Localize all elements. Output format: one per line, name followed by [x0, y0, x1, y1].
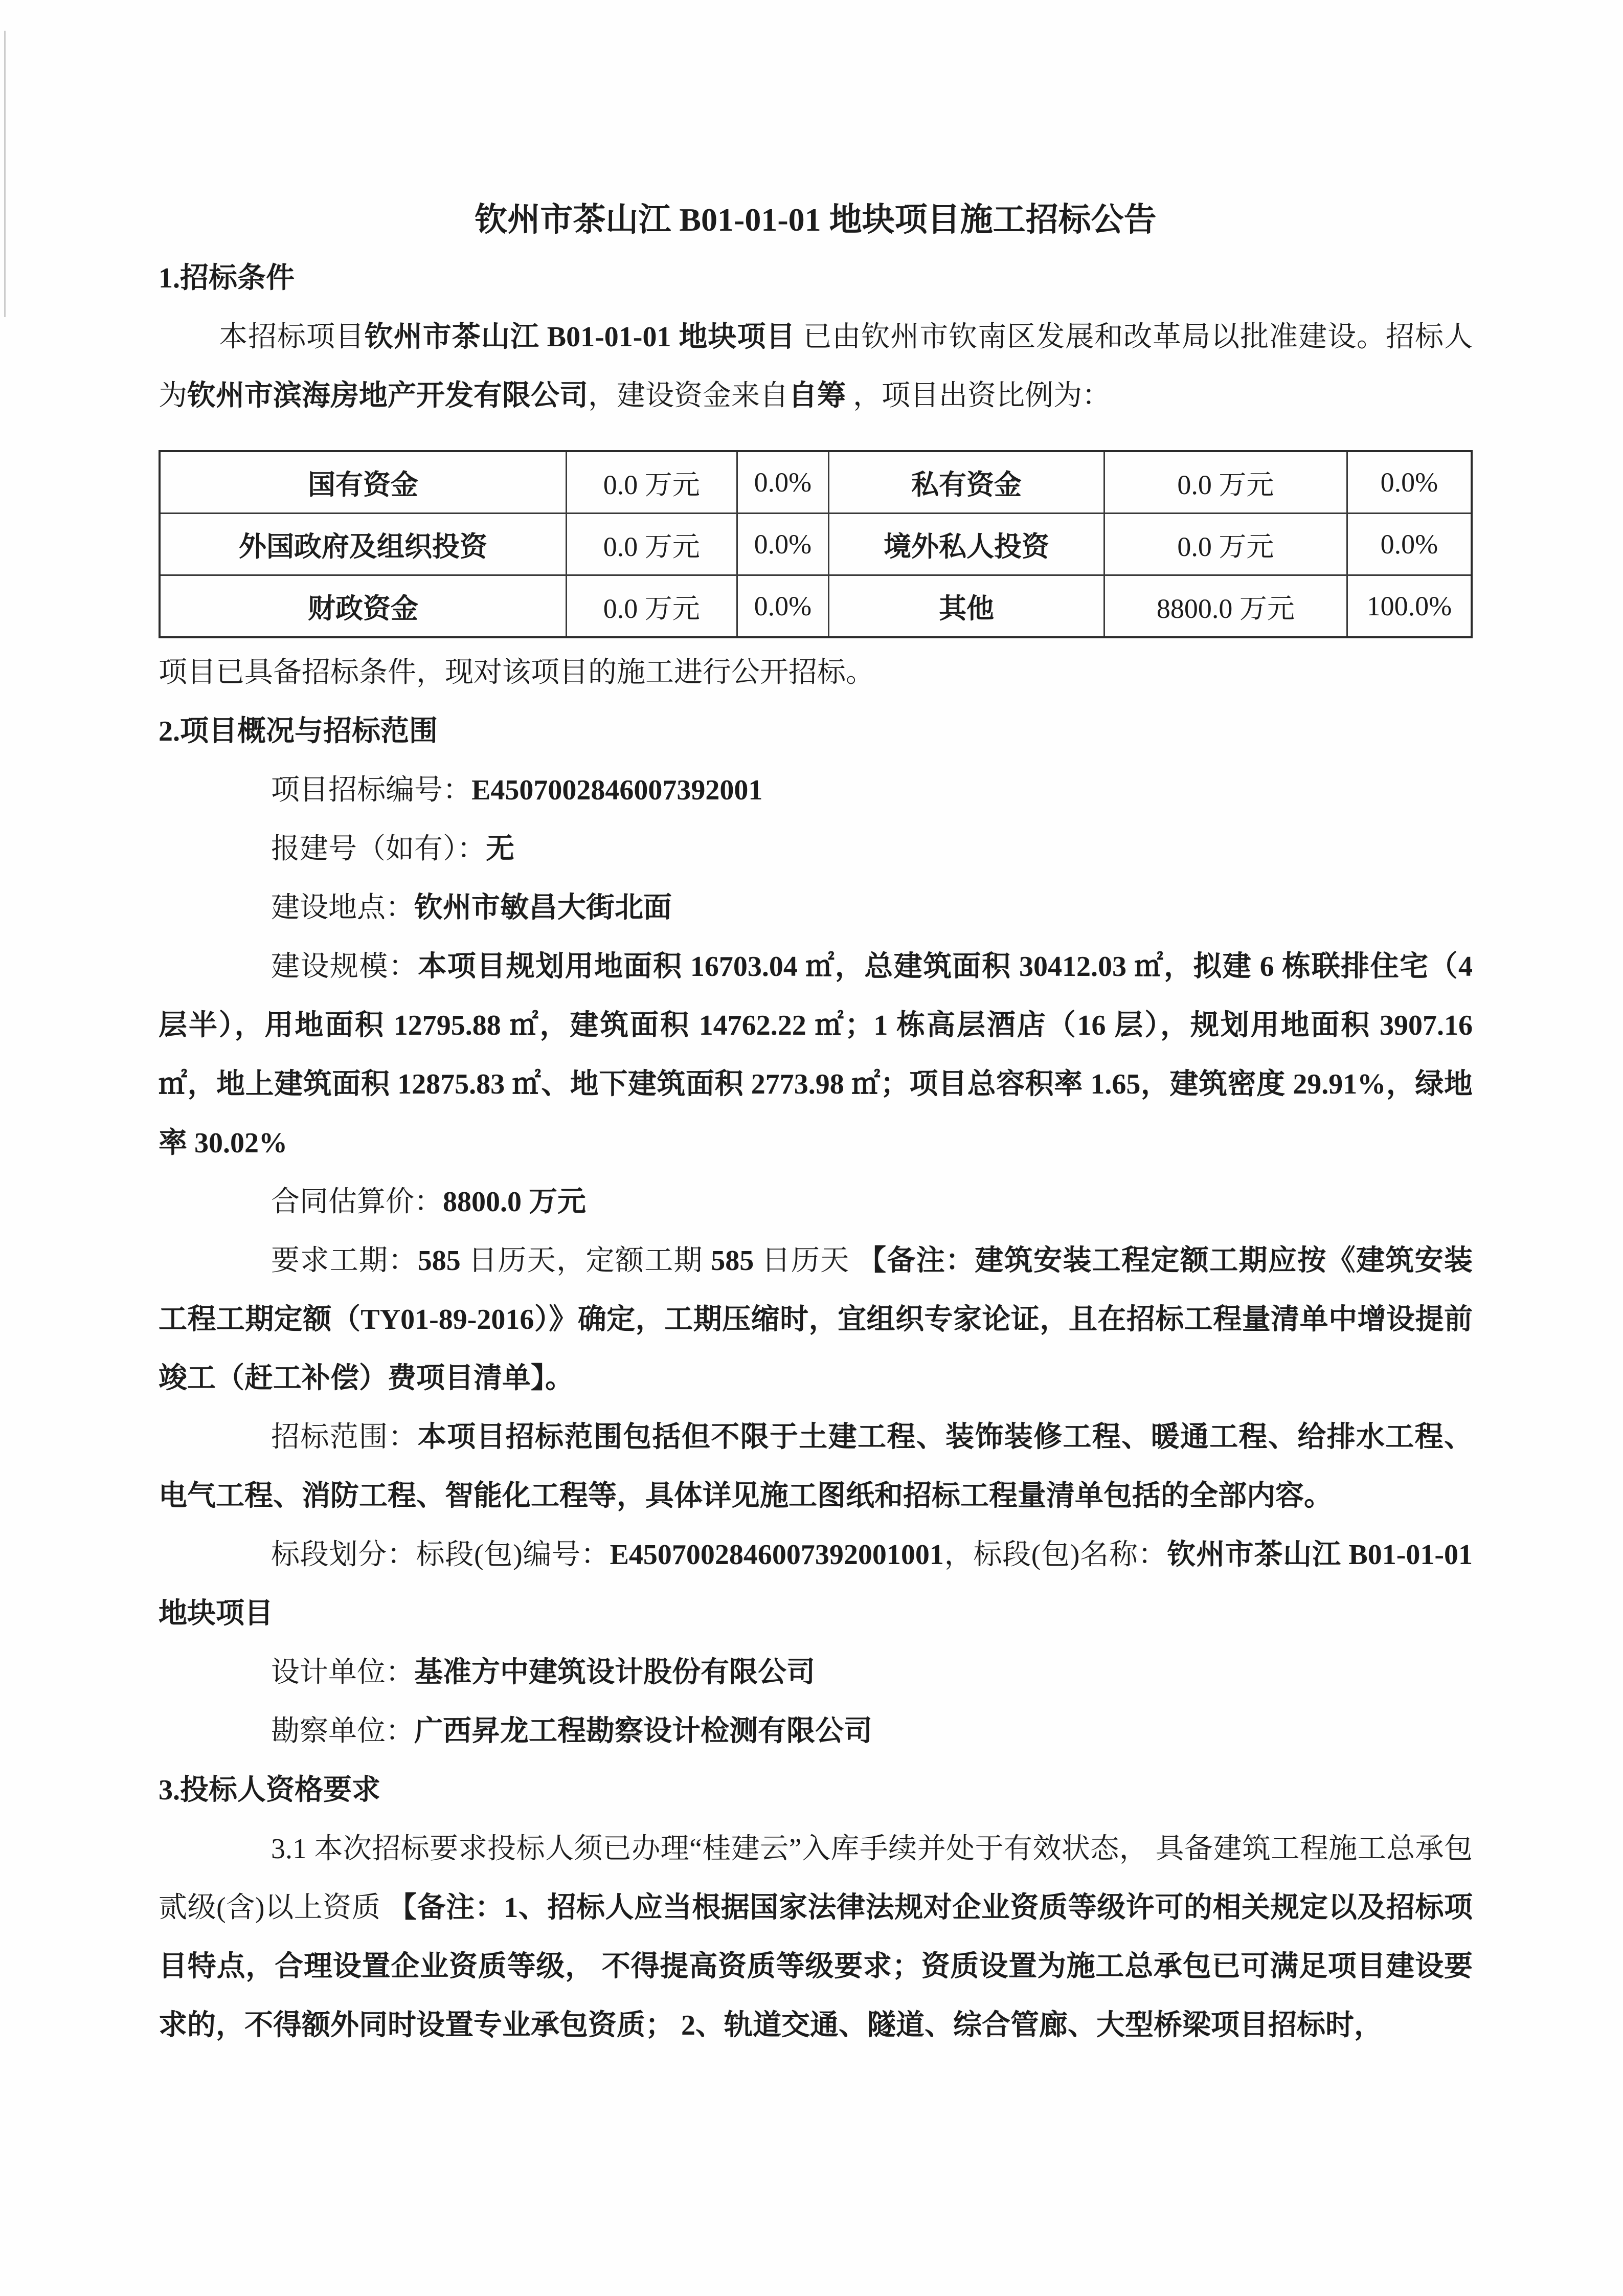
duration-days-2: 585: [711, 1245, 754, 1277]
scan-artifact-line: [4, 31, 6, 317]
surveyor-value: 广西昇龙工程勘察设计检测有限公司: [414, 1715, 872, 1747]
location-value: 钦州市敏昌大街北面: [414, 892, 672, 924]
funding-amount-fiscal: 0.0 万元: [566, 575, 737, 638]
designer-label: 设计单位：: [271, 1657, 414, 1688]
funding-label-private: 私有资金: [829, 451, 1104, 514]
funding-row-2: [160, 514, 1472, 575]
document-title: 钦州市茶山江 B01-01-01 地块项目施工招标公告: [475, 202, 1157, 238]
duration-label: 要求工期：: [271, 1245, 418, 1277]
duration-tail: 日历天: [754, 1245, 858, 1277]
section-division-label: 标段划分：标段(包)编号：: [271, 1539, 610, 1571]
tenderee-name: 钦州市滨海房地产开发有限公司: [187, 380, 588, 412]
funding-ratio-table: [159, 450, 1473, 638]
scale-value: 本项目规划用地面积 16703.04 ㎡，总建筑面积 30412.03 ㎡，拟建 6 栋联排住宅（4 层半），用地面积 12795.88 ㎡，建筑面积 14762.22 ㎡；1 栋高层酒店（16 层），规划用地面积 3907.16 ㎡，地上建筑面积 12875.83 ㎡、地下建筑面积 2773.98 ㎡；项目总容积率 1.65，建筑密度 29.91%，绿地率 30.02%: [159, 951, 1473, 1159]
after-table-note: 项目已具备招标条件，现对该项目的施工进行公开招标。: [159, 657, 874, 688]
qualification-note: 【备注：1、招标人应当根据国家法律法规对企业资质等级许可的相关规定以及招标项目特点，合理设置企业资质等级， 不得提高资质等级要求；资质设置为施工总承包已可满足项目建设要求的，不得额外同时设置专业承包资质； 2、轨道交通、隧道、综合管廊、大型桥梁项目招标时，: [159, 1892, 1473, 2041]
surveyor-line: [159, 1702, 1473, 1761]
document-content: [159, 190, 1473, 2055]
scope-paragraph: [159, 1408, 1473, 1526]
funding-pct-state: 0.0%: [737, 451, 829, 514]
funding-amount-state: 0.0 万元: [566, 451, 737, 514]
funding-amount-other: 8800.0 万元: [1104, 575, 1347, 638]
funding-row-3: [160, 575, 1472, 638]
section-name-value: 钦州市茶山江 B01-01-01 地块项目: [159, 1539, 1473, 1630]
price-line: [159, 1173, 1473, 1232]
funding-amount-foreign-gov: 0.0 万元: [566, 514, 737, 575]
funding-amount-private: 0.0 万元: [1104, 451, 1347, 514]
filing-number-value: 无: [486, 833, 514, 865]
funding-amount-overseas-private: 0.0 万元: [1104, 514, 1347, 575]
price-label: 合同估算价：: [271, 1186, 443, 1218]
filing-number-line: [159, 820, 1473, 879]
section-1-heading: 1.招标条件: [159, 262, 295, 294]
funding-label-foreign-gov: 外国政府及组织投资: [160, 514, 566, 575]
scale-paragraph: [159, 938, 1473, 1173]
section-3-heading: 3.投标人资格要求: [159, 1774, 380, 1806]
intro-text: 已由钦州市钦南区发展和改革局以批准建设。招标人为: [159, 321, 1473, 412]
location-line: [159, 879, 1473, 938]
duration-paragraph: [159, 1232, 1473, 1408]
funding-source: 自筹: [788, 380, 846, 412]
scope-label: 招标范围：: [271, 1421, 418, 1453]
funding-pct-other: 100.0%: [1347, 575, 1472, 638]
funding-label-other: 其他: [829, 575, 1104, 638]
funding-label-state: 国有资金: [160, 451, 566, 514]
funding-pct-private: 0.0%: [1347, 451, 1472, 514]
designer-line: [159, 1643, 1473, 1702]
duration-note: 【备注：建筑安装工程定额工期应按《建筑安装工程工期定额（TY01-89-2016）》确定，工期压缩时，宜组织专家论证，且在招标工程量清单中增设提前竣工（赶工补偿）费项目清单】。: [159, 1245, 1473, 1394]
price-value: 8800.0 万元: [443, 1186, 586, 1218]
bid-number-line: [159, 761, 1473, 820]
scale-label: 建设规模：: [271, 951, 418, 983]
funding-pct-foreign-gov: 0.0%: [737, 514, 829, 575]
surveyor-label: 勘察单位：: [271, 1715, 414, 1747]
funding-label-overseas-private: 境外私人投资: [829, 514, 1104, 575]
bid-number-label: 项目招标编号：: [271, 774, 471, 806]
funding-pct-overseas-private: 0.0%: [1347, 514, 1472, 575]
location-label: 建设地点：: [271, 892, 414, 924]
qualification-text: 3.1 本次招标要求投标人须已办理“桂建云”入库手续并处于有效状态， 具备建筑工程施工总承包贰级(含)以上资质: [159, 1833, 1473, 1924]
duration-days: 585: [417, 1245, 461, 1277]
duration-mid: 日历天，定额工期: [460, 1245, 711, 1277]
project-name: 钦州市茶山江 B01-01-01 地块项目: [364, 321, 796, 353]
intro-text: ，项目出资比例为：: [846, 380, 1111, 412]
intro-paragraph: [159, 308, 1473, 426]
section-division-paragraph: [159, 1526, 1473, 1643]
section-2-heading: 2.项目概况与招标范围: [159, 716, 438, 747]
qualification-paragraph: [159, 1820, 1473, 2055]
section-division-mid: ，标段(包)名称：: [943, 1539, 1167, 1571]
designer-value: 基准方中建筑设计股份有限公司: [414, 1657, 815, 1688]
intro-text: ，建设资金来自: [588, 380, 788, 412]
intro-text: 本招标项目: [219, 321, 365, 353]
filing-number-label: 报建号（如有）：: [271, 833, 486, 865]
funding-row-1: [160, 451, 1472, 514]
bid-number-value: E4507002846007392001: [471, 774, 763, 806]
section-number-value: E4507002846007392001001: [610, 1539, 944, 1571]
funding-label-fiscal: 财政资金: [160, 575, 566, 638]
funding-pct-fiscal: 0.0%: [737, 575, 829, 638]
scope-value: 本项目招标范围包括但不限于土建工程、装饰装修工程、暖通工程、给排水工程、电气工程、消防工程、智能化工程等，具体详见施工图纸和招标工程量清单包括的全部内容。: [159, 1421, 1473, 1512]
